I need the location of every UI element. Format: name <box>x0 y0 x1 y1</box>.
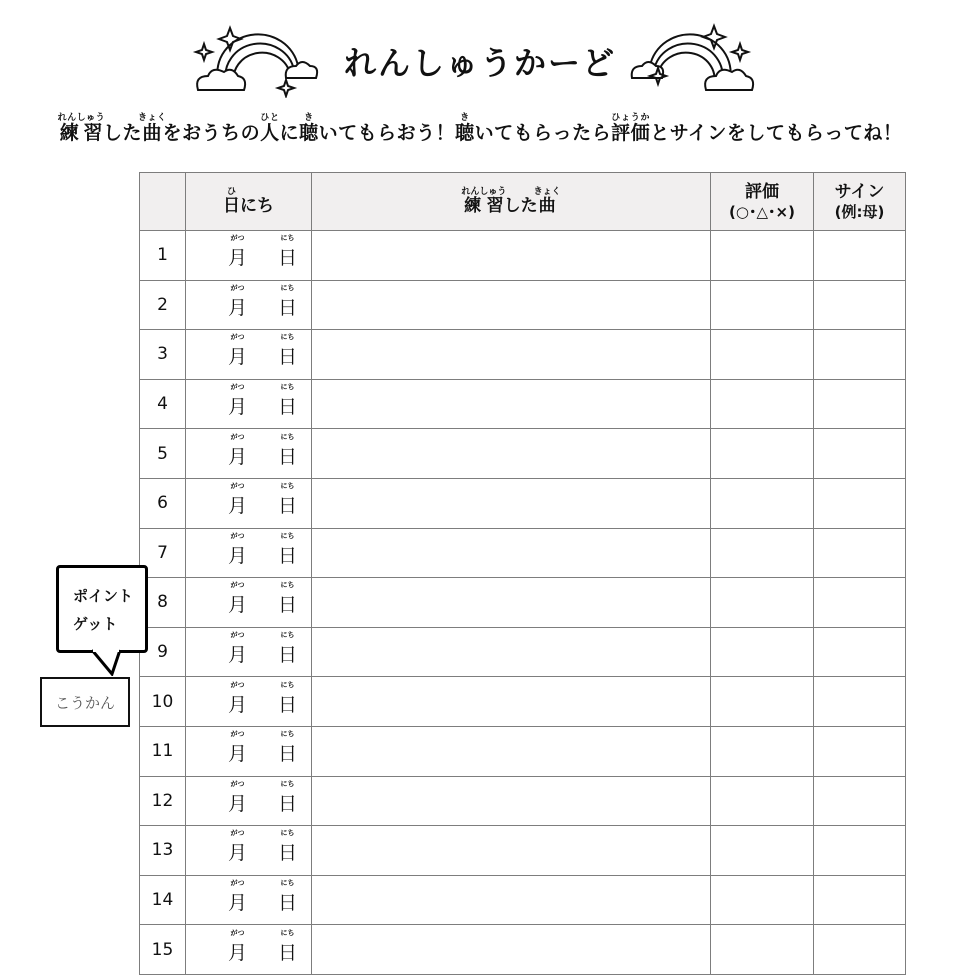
row-number: 5 <box>140 429 186 479</box>
day-label: にち 日 <box>278 680 298 716</box>
table-row <box>140 776 906 826</box>
song-cell[interactable] <box>312 677 711 727</box>
rating-cell[interactable] <box>711 826 814 876</box>
date-cell[interactable] <box>186 875 312 925</box>
row-number: 1 <box>140 231 186 281</box>
rating-cell[interactable] <box>711 726 814 776</box>
day-label: にち 日 <box>278 730 298 766</box>
row-number: 12 <box>140 776 186 826</box>
date-cell[interactable] <box>186 330 312 380</box>
song-cell[interactable] <box>312 280 711 330</box>
month-label: がつ 月 <box>228 779 248 815</box>
table-row <box>140 677 906 727</box>
song-cell[interactable] <box>312 578 711 628</box>
sign-cell[interactable] <box>814 478 906 528</box>
rating-cell[interactable] <box>711 330 814 380</box>
day-label: にち 日 <box>278 333 298 369</box>
day-label: にち 日 <box>278 283 298 319</box>
row-number: 6 <box>140 478 186 528</box>
date-cell[interactable] <box>186 578 312 628</box>
row-number: 11 <box>140 726 186 776</box>
table-row <box>140 875 906 925</box>
bubble-tail-icon <box>90 648 124 676</box>
day-label: にち 日 <box>278 630 298 666</box>
row-number: 14 <box>140 875 186 925</box>
day-label: にち 日 <box>278 531 298 567</box>
song-cell[interactable] <box>312 528 711 578</box>
rating-cell[interactable] <box>711 578 814 628</box>
row-number: 2 <box>140 280 186 330</box>
row-number: 13 <box>140 826 186 876</box>
date-cell[interactable] <box>186 231 312 281</box>
header-rating: 評価 (○･△･×) <box>711 173 814 231</box>
table-row <box>140 528 906 578</box>
sign-cell[interactable] <box>814 726 906 776</box>
sign-cell[interactable] <box>814 379 906 429</box>
song-cell[interactable] <box>312 330 711 380</box>
sign-cell[interactable] <box>814 578 906 628</box>
month-label: がつ 月 <box>228 581 248 617</box>
row-number: 10 <box>140 677 186 727</box>
instruction-text: 練習れんしゅうした曲きょくをおうちの人ひとに聴きいてもらおう！聴きいてもらったら評価ひょうかとサインをしてもらってね！ <box>57 113 903 144</box>
rating-cell[interactable] <box>711 627 814 677</box>
date-cell[interactable] <box>186 478 312 528</box>
sign-cell[interactable] <box>814 875 906 925</box>
date-cell[interactable] <box>186 776 312 826</box>
rating-cell[interactable] <box>711 231 814 281</box>
month-label: がつ 月 <box>228 234 248 270</box>
rating-cell[interactable] <box>711 429 814 479</box>
row-number: 7 <box>140 528 186 578</box>
song-cell[interactable] <box>312 726 711 776</box>
day-label: にち 日 <box>278 829 298 865</box>
header-date: 日ひにち <box>186 173 312 231</box>
practice-table <box>139 172 906 975</box>
rating-cell[interactable] <box>711 875 814 925</box>
day-label: にち 日 <box>278 234 298 270</box>
table-row <box>140 726 906 776</box>
rating-cell[interactable] <box>711 478 814 528</box>
header-song: 練習れんしゅうした曲きょく <box>312 173 711 231</box>
month-label: がつ 月 <box>228 680 248 716</box>
sign-cell[interactable] <box>814 330 906 380</box>
sign-cell[interactable] <box>814 528 906 578</box>
day-label: にち 日 <box>278 581 298 617</box>
date-cell[interactable] <box>186 379 312 429</box>
day-label: にち 日 <box>278 928 298 964</box>
month-label: がつ 月 <box>228 829 248 865</box>
table-row <box>140 925 906 975</box>
song-cell[interactable] <box>312 875 711 925</box>
song-cell[interactable] <box>312 231 711 281</box>
date-cell[interactable] <box>186 726 312 776</box>
month-label: がつ 月 <box>228 878 248 914</box>
day-label: にち 日 <box>278 482 298 518</box>
bubble-line-1: ポイント <box>73 587 134 605</box>
date-cell[interactable] <box>186 280 312 330</box>
month-label: がつ 月 <box>228 630 248 666</box>
sign-cell[interactable] <box>814 280 906 330</box>
month-label: がつ 月 <box>228 283 248 319</box>
day-label: にち 日 <box>278 779 298 815</box>
header-sign: サイン (例:母) <box>814 173 906 231</box>
table-row <box>140 379 906 429</box>
month-label: がつ 月 <box>228 432 248 468</box>
song-cell[interactable] <box>312 429 711 479</box>
date-cell[interactable] <box>186 677 312 727</box>
rating-cell[interactable] <box>711 925 814 975</box>
point-get-bubble <box>56 565 148 653</box>
row-number: 3 <box>140 330 186 380</box>
sign-cell[interactable] <box>814 776 906 826</box>
header-number <box>140 173 186 231</box>
table-row <box>140 478 906 528</box>
table-row <box>140 627 906 677</box>
song-cell[interactable] <box>312 478 711 528</box>
sign-cell[interactable] <box>814 925 906 975</box>
rainbow-right-icon <box>628 18 758 98</box>
month-label: がつ 月 <box>228 730 248 766</box>
row-number: 9 <box>140 627 186 677</box>
table-row <box>140 280 906 330</box>
song-cell[interactable] <box>312 826 711 876</box>
sign-cell[interactable] <box>814 429 906 479</box>
row-number: 8 <box>140 578 186 628</box>
table-row <box>140 429 906 479</box>
rating-cell[interactable] <box>711 528 814 578</box>
month-label: がつ 月 <box>228 482 248 518</box>
exchange-box[interactable]: こうかん <box>40 677 130 727</box>
sign-cell[interactable] <box>814 826 906 876</box>
month-label: がつ 月 <box>228 531 248 567</box>
rating-cell[interactable] <box>711 776 814 826</box>
row-number: 15 <box>140 925 186 975</box>
song-cell[interactable] <box>312 925 711 975</box>
song-cell[interactable] <box>312 379 711 429</box>
date-cell[interactable] <box>186 528 312 578</box>
page-title: れんしゅうかーど <box>343 44 616 82</box>
table-row <box>140 826 906 876</box>
date-cell[interactable] <box>186 925 312 975</box>
row-number: 4 <box>140 379 186 429</box>
bubble-line-2: ゲット <box>73 615 118 633</box>
table-row <box>140 578 906 628</box>
date-cell[interactable] <box>186 627 312 677</box>
month-label: がつ 月 <box>228 333 248 369</box>
month-label: がつ 月 <box>228 382 248 418</box>
table-row <box>140 330 906 380</box>
sign-cell[interactable] <box>814 677 906 727</box>
rating-cell[interactable] <box>711 379 814 429</box>
date-cell[interactable] <box>186 826 312 876</box>
month-label: がつ 月 <box>228 928 248 964</box>
day-label: にち 日 <box>278 382 298 418</box>
day-label: にち 日 <box>278 878 298 914</box>
sign-cell[interactable] <box>814 231 906 281</box>
sign-cell[interactable] <box>814 627 906 677</box>
song-cell[interactable] <box>312 627 711 677</box>
date-cell[interactable] <box>186 429 312 479</box>
rating-cell[interactable] <box>711 280 814 330</box>
table-row <box>140 231 906 281</box>
song-cell[interactable] <box>312 776 711 826</box>
day-label: にち 日 <box>278 432 298 468</box>
rating-cell[interactable] <box>711 677 814 727</box>
